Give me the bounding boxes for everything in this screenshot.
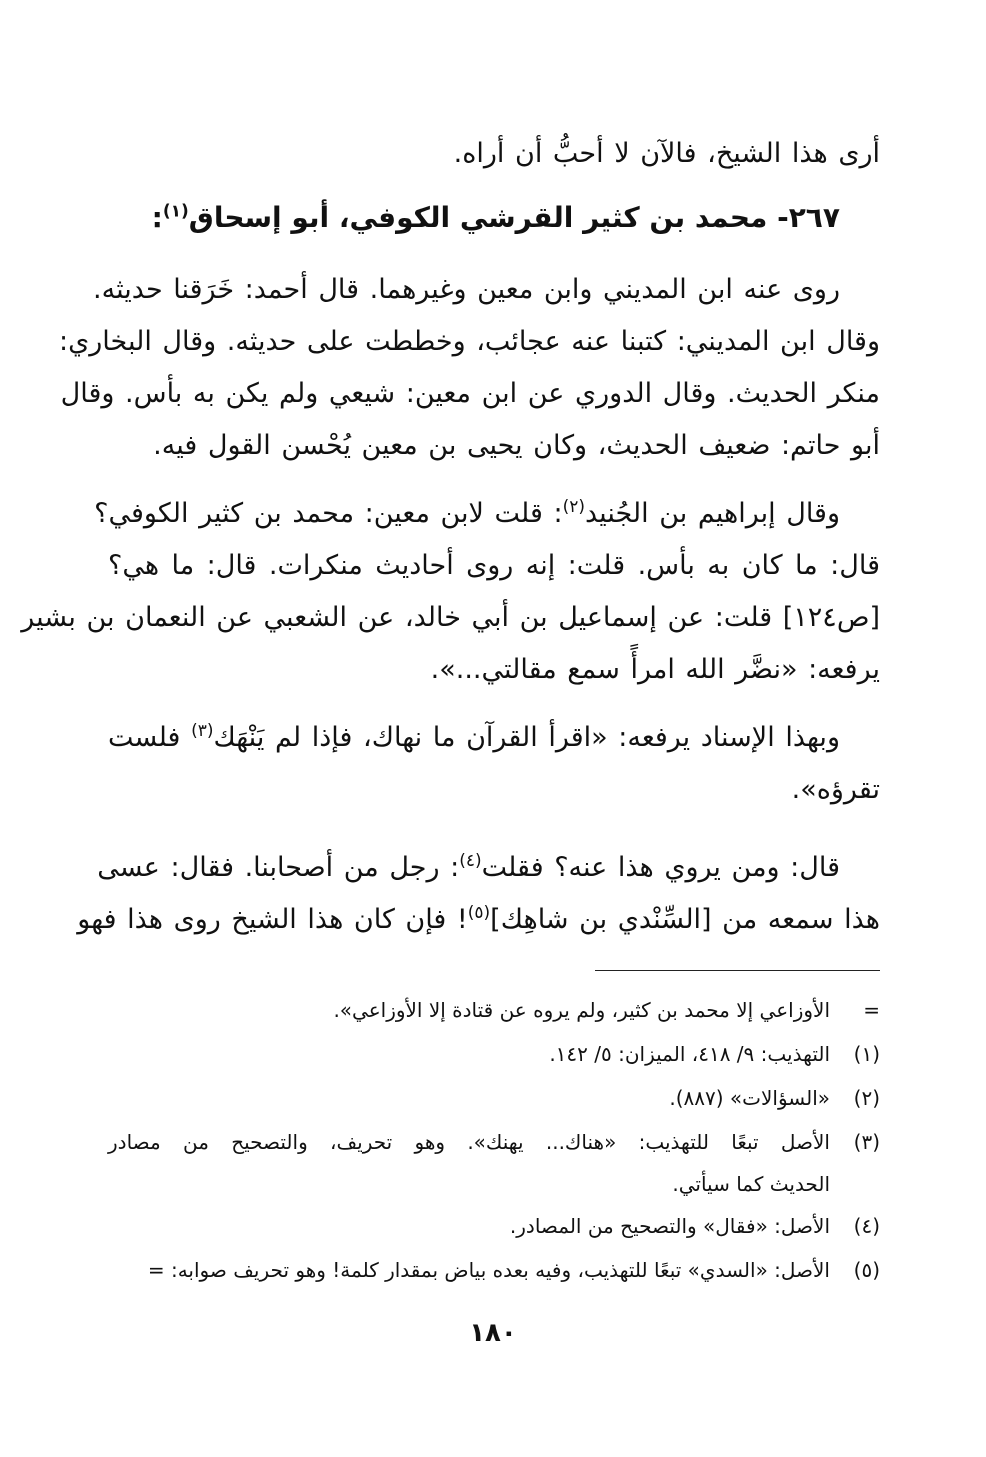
continuation-paragraph: [108, 128, 880, 180]
continuation-mark: =: [863, 998, 880, 1022]
footnote-3: [108, 1120, 880, 1164]
footnote-number: (٢): [853, 1086, 880, 1110]
text-segment: قال: ومن يروي هذا عنه؟ فقلت: [481, 852, 840, 883]
paragraph-4: [77, 842, 880, 946]
footnote-divider: [595, 970, 880, 971]
entry-heading: [108, 192, 880, 244]
paragraph-1: [59, 264, 880, 472]
footnote-number: (٥): [853, 1258, 880, 1282]
footnote-1: [108, 1032, 880, 1076]
text-line: قال: ما كان به بأس. قلت: إنه روى أحاديث منكرات. قال: ما هي؟: [108, 550, 880, 581]
text-segment: هذا سمعه من [السِّنْدي بن شاهِك]: [490, 904, 880, 935]
footnote-text: التهذيب: ٩/ ٤١٨، الميزان: ٥/ ١٤٢.: [549, 1042, 830, 1066]
footnote-2: [108, 1076, 880, 1120]
footnote-4: [108, 1204, 880, 1248]
text-line: [97, 842, 880, 894]
footnote-text: الأصل: «السدي» تبعًا للتهذيب، وفيه بعده بياض بمقدار كلمة! وهو تحريف صوابه: =: [147, 1258, 830, 1282]
text-segment: : رجل من أصحابنا. فقال: عسى: [97, 852, 460, 883]
text-segment: : قلت لابن معين: محمد بن كثير الكوفي؟: [94, 498, 563, 529]
text-line: وقال ابن المديني: كتبنا عنه عجائب، وخططت على حديثه. وقال البخاري:: [59, 326, 880, 357]
footnote-continuation: [108, 988, 880, 1032]
text-line: أبو حاتم: ضعيف الحديث، وكان يحيى بن معين يُحْسن القول فيه.: [153, 430, 880, 461]
footnote-text: «السؤالات» (٨٨٧).: [669, 1086, 830, 1110]
text-segment: وبهذا الإسناد يرفعه: «اقرأ القرآن ما نهاك، فإذا لم يَنْهَك: [213, 722, 840, 753]
page-number: ١٨٠: [469, 1318, 517, 1348]
footnotes: [108, 988, 880, 1292]
footnote-number: (٤): [853, 1214, 880, 1238]
text-segment: فلست: [108, 722, 192, 753]
footnote-ref: (٤): [459, 851, 482, 871]
heading-text: ٢٦٧- محمد بن كثير القرشي الكوفي، أبو إسحاق: [188, 201, 840, 234]
heading-colon: :: [151, 201, 163, 234]
text-line: [94, 488, 880, 540]
paragraph-3: [108, 712, 880, 816]
text-line: يرفعه: «نضَّر الله امرأً سمع مقالتي...».: [430, 654, 880, 685]
footnote-5: [108, 1248, 880, 1292]
footnote-ref: (٣): [191, 721, 214, 741]
footnote-ref: (١): [162, 201, 189, 222]
footnote-ref: (٥): [467, 903, 491, 923]
footnote-number: (١): [853, 1042, 880, 1066]
text-line: روى عنه ابن المديني وابن معين وغيرهما. قال أحمد: خَرَقنا حديثه.: [93, 274, 840, 305]
footnote-3-continued: [108, 1164, 880, 1204]
text-segment: ! فإن كان هذا الشيخ روى هذا فهو: [77, 904, 468, 935]
text-segment: وقال إبراهيم بن الجُنيد: [585, 498, 840, 529]
footnote-text: الأصل: «فقال» والتصحيح من المصادر.: [509, 1214, 830, 1238]
text-line: [108, 712, 880, 764]
paragraph-2: [21, 488, 880, 696]
footnote-text: الأوزاعي إلا محمد بن كثير، ولم يروه عن قتادة إلا الأوزاعي».: [333, 998, 830, 1022]
text-line: [77, 894, 880, 946]
footnote-number: (٣): [853, 1130, 880, 1154]
text-line: منكر الحديث. وقال الدوري عن ابن معين: شيعي ولم يكن به بأس. وقال: [60, 378, 880, 409]
footnote-ref: (٢): [562, 497, 585, 517]
footnote-text: الحديث كما سيأتي.: [672, 1172, 830, 1196]
text-line: تقرؤه».: [791, 774, 880, 805]
text-line: أرى هذا الشيخ، فالآن لا أحبُّ أن أراه.: [453, 138, 880, 169]
text-line: [ص١٢٤] قلت: عن إسماعيل بن أبي خالد، عن الشعبي عن النعمان بن بشير: [21, 602, 880, 633]
footnote-text: الأصل تبعًا للتهذيب: «هناك... يهنك». وهو تحريف، والتصحيح من مصادر: [108, 1130, 830, 1154]
